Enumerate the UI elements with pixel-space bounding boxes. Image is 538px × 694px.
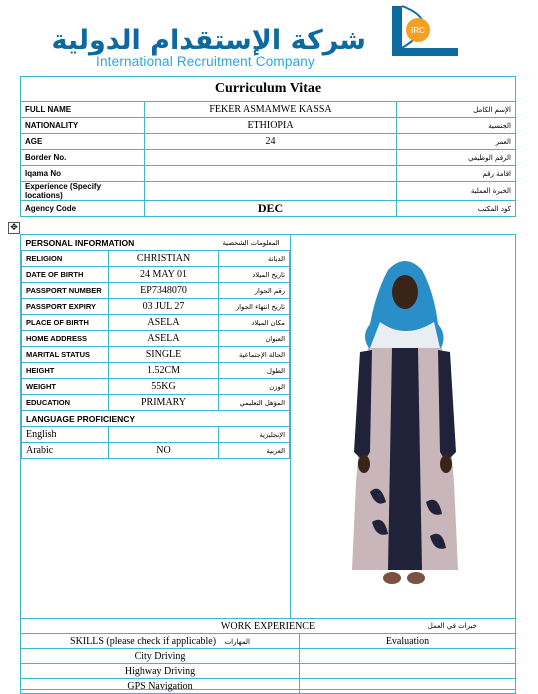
row-label-arabic: الجنسية: [397, 118, 516, 134]
agency-code-value: DEC: [145, 201, 397, 217]
skill-label: City Driving: [21, 649, 300, 664]
personal-info-heading: PERSONAL INFORMATION: [22, 235, 219, 251]
table-row: [21, 102, 516, 118]
table-row: [21, 134, 516, 150]
skill-evaluation: [300, 679, 516, 694]
skills-heading-arabic: المهارات: [224, 637, 250, 646]
row-label: Agency Code: [21, 201, 145, 217]
row-value: FEKER ASMAMWE KASSA: [145, 102, 397, 118]
row-value: 55KG: [109, 379, 219, 395]
table-row: [22, 427, 290, 443]
table-row: [22, 267, 290, 283]
row-label: Border No.: [21, 150, 145, 166]
row-label: PLACE OF BIRTH: [22, 315, 109, 331]
row-label-arabic: الحالة الإجتماعية: [219, 347, 290, 363]
row-label-arabic: مكان الميلاد: [219, 315, 290, 331]
row-label-arabic: اقامة رقم: [397, 166, 516, 182]
row-label: HOME ADDRESS: [22, 331, 109, 347]
table-row: [22, 283, 290, 299]
language-label-arabic: العربية: [219, 443, 290, 459]
table-row: [21, 182, 516, 201]
language-label: Arabic: [22, 443, 109, 459]
table-row: [21, 201, 516, 217]
row-label-arabic: رقم الجواز: [219, 283, 290, 299]
row-label: FULL NAME: [21, 102, 145, 118]
row-value: [145, 166, 397, 182]
table-row: [21, 649, 516, 664]
cv-summary-table: [20, 76, 516, 217]
row-label: DATE OF BIRTH: [22, 267, 109, 283]
skill-evaluation: [300, 664, 516, 679]
row-value: PRIMARY: [109, 395, 219, 411]
skills-heading-cell: [21, 634, 300, 649]
row-value: EP7348070: [109, 283, 219, 299]
work-heading-cell: [21, 619, 516, 634]
skill-label: GPS Navigation: [21, 679, 300, 694]
row-label-arabic: العنوان: [219, 331, 290, 347]
table-row: [22, 251, 290, 267]
row-label-arabic: المؤهل التعليمي: [219, 395, 290, 411]
table-row: [22, 379, 290, 395]
table-row: [22, 363, 290, 379]
table-row: [22, 331, 290, 347]
candidate-photo: [330, 252, 480, 592]
row-label-arabic: تاريخ انتهاء الجواز: [219, 299, 290, 315]
language-value: NO: [109, 443, 219, 459]
row-label-arabic: الديانة: [219, 251, 290, 267]
row-label-arabic: العمر: [397, 134, 516, 150]
table-row: [22, 299, 290, 315]
table-row: [22, 347, 290, 363]
skill-evaluation: [300, 649, 516, 664]
language-label-arabic: الإنجليزية: [219, 427, 290, 443]
skill-label: Highway Driving: [21, 664, 300, 679]
row-value: [145, 150, 397, 166]
row-label: AGE: [21, 134, 145, 150]
row-label-arabic: تاريخ الميلاد: [219, 267, 290, 283]
work-heading-arabic: خبرات في العمل: [427, 622, 477, 630]
row-value: SINGLE: [109, 347, 219, 363]
row-label: HEIGHT: [22, 363, 109, 379]
row-label-arabic: كود المكتب: [397, 201, 516, 217]
language-value: [109, 427, 219, 443]
company-name-english: International Recruitment Company: [96, 54, 315, 69]
row-label: NATIONALITY: [21, 118, 145, 134]
cv-title: Curriculum Vitae: [21, 77, 516, 102]
work-heading: WORK EXPERIENCE: [220, 620, 316, 632]
table-row: [21, 679, 516, 694]
table-row: [21, 664, 516, 679]
table-row: [21, 166, 516, 182]
row-value: 24 MAY 01: [109, 267, 219, 283]
skills-heading: SKILLS (please check if applicable): [70, 635, 217, 647]
evaluation-heading: Evaluation: [300, 634, 516, 649]
row-value: ASELA: [109, 331, 219, 347]
table-move-handle[interactable]: ✥: [8, 222, 20, 234]
row-label: PASSPORT EXPIRY: [22, 299, 109, 315]
row-label-arabic: الرقم الوظيفي: [397, 150, 516, 166]
row-label: RELIGION: [22, 251, 109, 267]
table-row: [22, 315, 290, 331]
language-label: English: [22, 427, 109, 443]
table-row: [21, 118, 516, 134]
column-divider: [290, 234, 291, 618]
personal-info-heading-arabic: المعلومات الشخصية: [219, 235, 290, 251]
row-label: EDUCATION: [22, 395, 109, 411]
company-name-arabic: شركة الإستقدام الدولية: [51, 25, 366, 56]
row-label: Experience (Specify locations): [21, 182, 145, 201]
row-label: Iqama No: [21, 166, 145, 182]
table-row: [21, 150, 516, 166]
logo-badge-text: IRC: [411, 26, 425, 35]
row-value: ETHIOPIA: [145, 118, 397, 134]
row-value: 03 JUL 27: [109, 299, 219, 315]
row-label: PASSPORT NUMBER: [22, 283, 109, 299]
table-row: [22, 395, 290, 411]
row-label-arabic: الخبرة العملية: [397, 182, 516, 201]
row-value: CHRISTIAN: [109, 251, 219, 267]
table-row: [22, 443, 290, 459]
company-logo: [372, 4, 458, 70]
row-value: [145, 182, 397, 201]
row-label-arabic: الوزن: [219, 379, 290, 395]
row-value: ASELA: [109, 315, 219, 331]
row-label: WEIGHT: [22, 379, 109, 395]
language-heading: LANGUAGE PROFICIENCY: [22, 411, 290, 427]
personal-info-table: [21, 235, 290, 459]
row-label: MARITAL STATUS: [22, 347, 109, 363]
row-label-arabic: الإسم الكامل: [397, 102, 516, 118]
row-label-arabic: الطول: [219, 363, 290, 379]
work-experience-table: [20, 618, 516, 694]
row-value: 24: [145, 134, 397, 150]
row-value: 1.52CM: [109, 363, 219, 379]
